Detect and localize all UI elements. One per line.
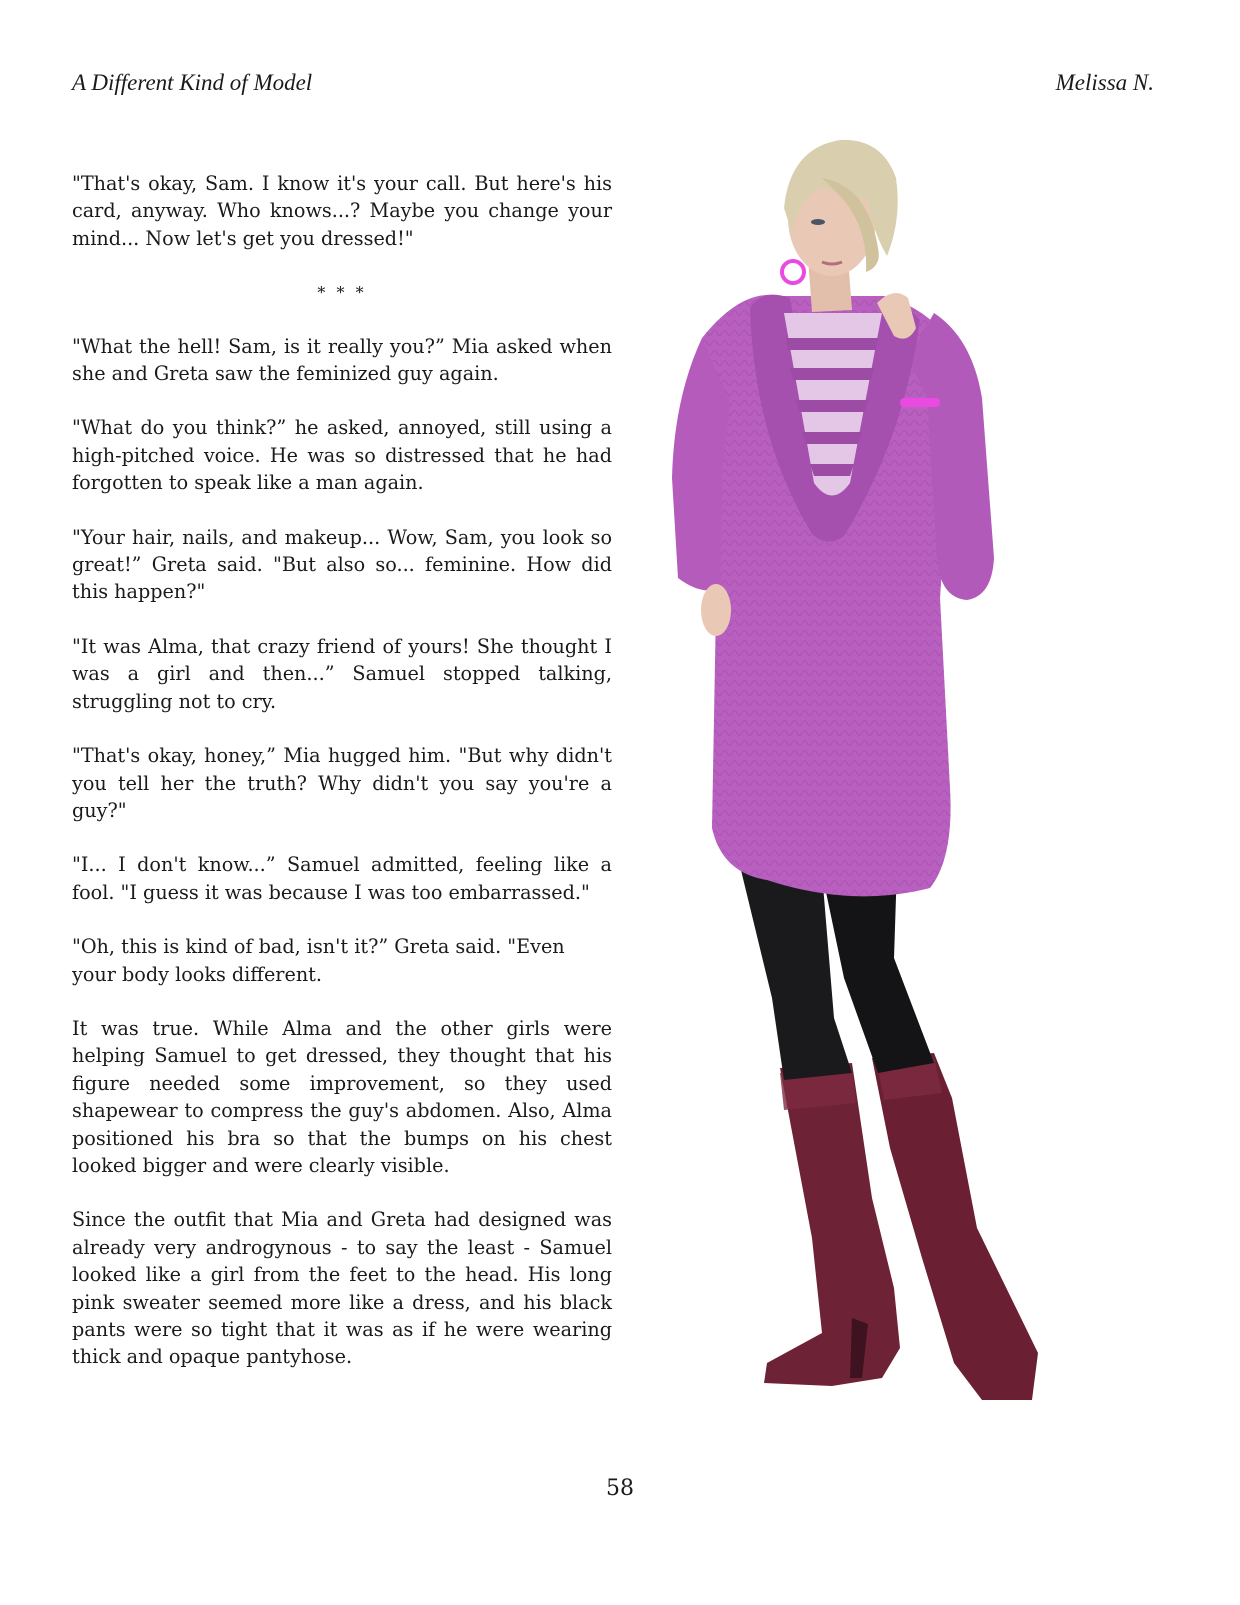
paragraph: "That's okay, Sam. I know it's your call. But here's his card, anyway. Who knows...? Maybe you change your mind... Now let's get you dressed!" [72,172,612,250]
page-header [72,70,1154,104]
paragraph: Since the outfit that Mia and Greta had designed was already very androgynous - to say the least - Samuel looked like a girl from the feet to the head. His long pink sweater seemed more like a dress, and his black pants were so tight that it was as if he were wearing thick and opaque pantyhose. [72,1208,612,1369]
paragraph: "I... I don't know...” Samuel admitted, feeling like a fool. "I guess it was because I was too embarrassed." [72,853,612,904]
book-title: A Different Kind of Model [72,70,313,95]
paragraph: "What do you think?” he asked, annoyed, still using a high-pitched voice. He was so distressed that he had forgotten to speak like a man again. [72,416,612,495]
paragraph: "Your hair, nails, and makeup... Wow, Sam, you look so great!” Greta said. "But also so... feminine. How did this happen?" [72,525,612,604]
paragraph: "What the hell! Sam, is it really you?” Mia asked when she and Greta saw the feminized guy again. [72,334,612,386]
author-name: Melissa N. [1055,70,1154,95]
legs-icon [740,866,934,1080]
figure-illustration [672,138,1062,1410]
paragraph: "That's okay, honey,” Mia hugged him. "But why didn't you tell her the truth? Why didn't you say you're a guy?" [72,744,612,822]
paragraph: It was true. While Alma and the other girls were helping Samuel to get dressed, they thought that his figure needed some improvement, so they used shapewear to compress the guy's abdomen. Also, Alma positioned his bra so that the bumps on his chest looked bigger and were clearly visible. [72,1016,612,1177]
page-number: 58 [606,1476,634,1501]
paragraph: "It was Alma, that crazy friend of yours! She thought I was a girl and then...” Samuel stopped talking, struggling not to cry. [72,634,612,713]
head-icon [782,140,898,312]
body-text [72,170,612,1398]
paragraph: "Oh, this is kind of bad, isn't it?” Greta said. "Even your body looks different. [72,935,565,986]
boots-icon [764,1053,1038,1400]
scene-break: * * * [317,283,367,303]
